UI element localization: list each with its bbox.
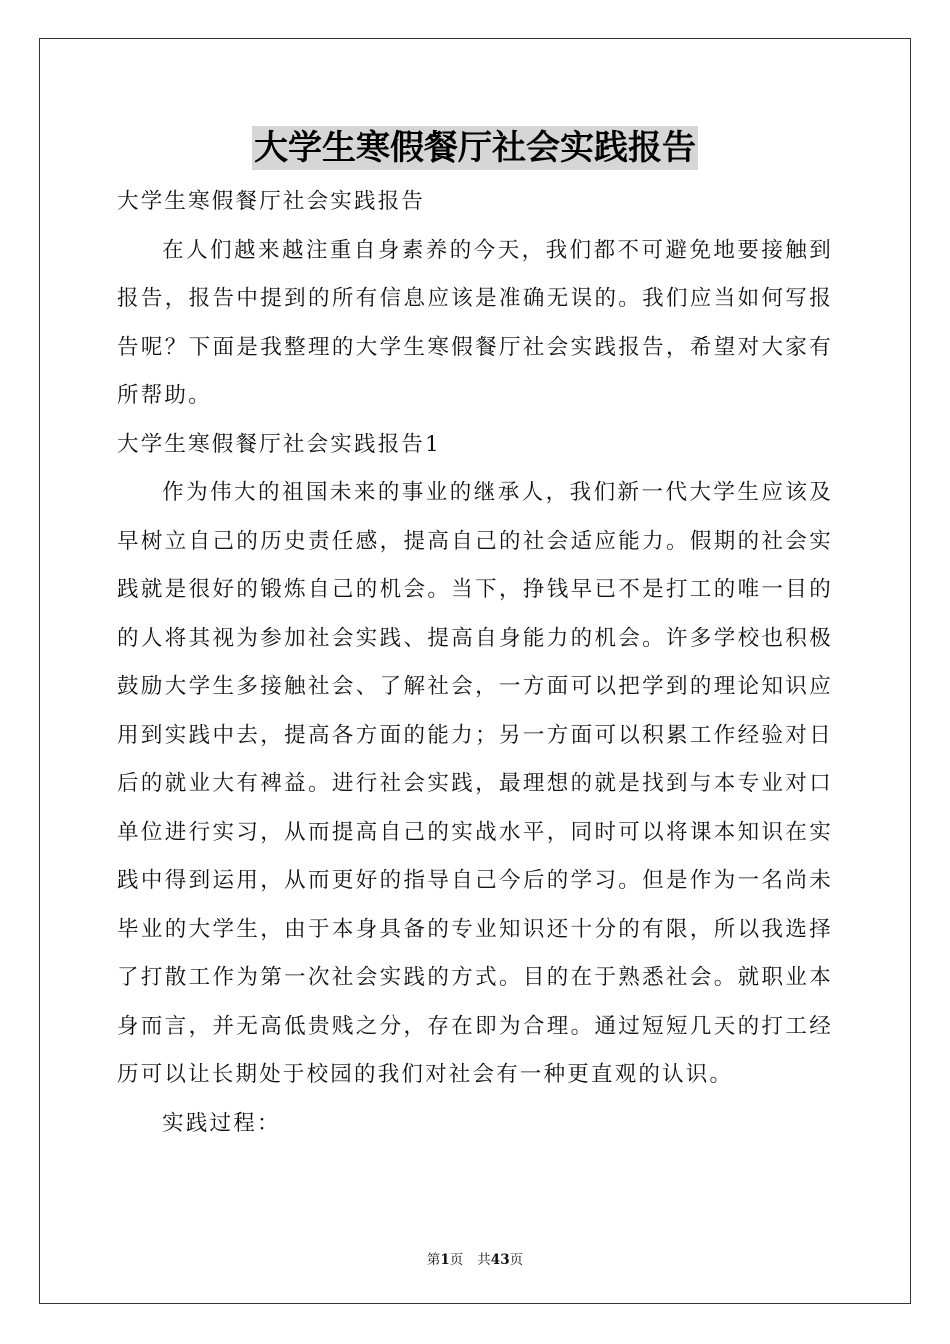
page-footer [0,1248,950,1268]
total-prefix: 共 [477,1252,491,1268]
intro-paragraph: 在人们越来越注重自身素养的今天，我们都不可避免地要接触到报告，报告中提到的所有信息应该是准确无误的。我们应当如何写报告呢？下面是我整理的大学生寒假餐厅社会实践报告，希望对大家有所帮助。 [117,237,833,408]
page-prefix: 第 [426,1252,441,1268]
total-suffix: 页 [509,1252,524,1268]
page-number: 1 [440,1252,450,1268]
total-pages: 43 [490,1252,510,1268]
page-suffix: 页 [449,1252,464,1268]
document-body [117,178,833,1148]
section-heading: 大学生寒假餐厅社会实践报告1 [117,431,441,457]
process-heading: 实践过程： [162,1110,281,1136]
document-title: 大学生寒假餐厅社会实践报告 [254,128,696,168]
body-paragraph: 作为伟大的祖国未来的事业的继承人，我们新一代大学生应该及早树立自己的历史责任感，提高自己的社会适应能力。假期的社会实践就是很好的锻炼自己的机会。当下，挣钱早已不是打工的唯一目的的人将其视为参加社会实践、提高自身能力的机会。许多学校也积极鼓励大学生多接触社会、了解社会，一方面可以把学到的理论知识应用到实践中去，提高各方面的能力；另一方面可以积累工作经验对日后的就业大有裨益。进行社会实践，最理想的就是找到与本专业对口单位进行实习，从而提高自己的实战水平，同时可以将课本知识在实践中得到运用，从而更好的指导自己今后的学习。但是作为一名尚未毕业的大学生，由于本身具备的专业知识还十分的有限，所以我选择了打散工作为第一次社会实践的方式。目的在于熟悉社会。就职业本身而言，并无高低贵贱之分，存在即为合理。通过短短几天的打工经历可以让长期处于校园的我们对社会有一种更直观的认识。 [117,480,833,1087]
title-container [0,126,950,170]
document-subtitle: 大学生寒假餐厅社会实践报告 [117,189,426,214]
